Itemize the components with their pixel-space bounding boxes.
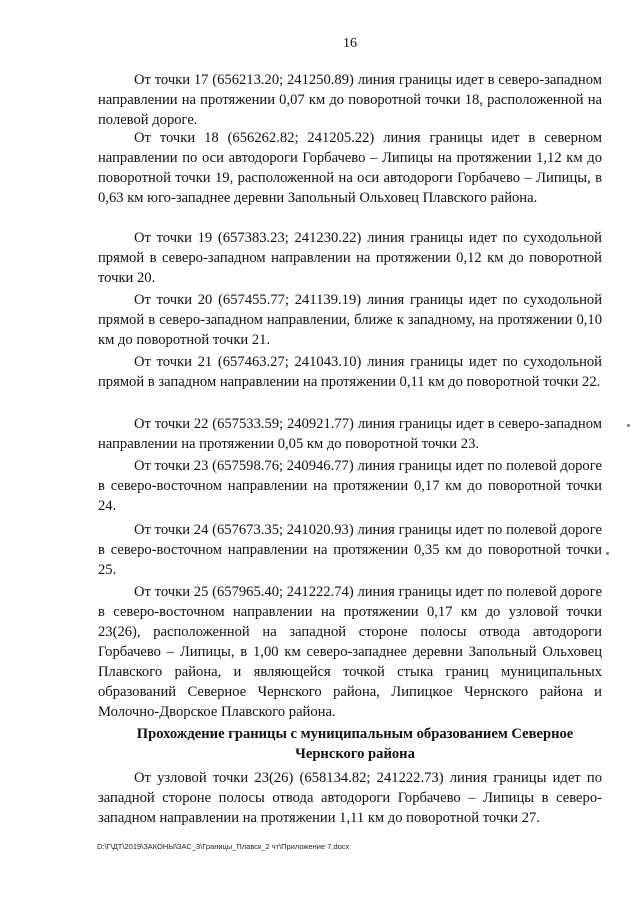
scan-artifact (627, 424, 630, 427)
paragraph-point-18: От точки 18 (656262.82; 241205.22) линия границы идет в северном направлении по оси автодороги Горбачево – Липицы на протяжении 1,12 км до поворотной точки 19, расположенной на оси автодороги Горбачево – Липицы, в 0,63 км юго-западнее деревни Запольный Ольховец Плавского района. (98, 130, 602, 206)
paragraph-point-17: От точки 17 (656213.20; 241250.89) линия границы идет в северо-западном направлении на протяжении 0,07 км до поворотной точки 18, расположенной на полевой дороге. (98, 72, 602, 128)
page-number: 16 (343, 36, 357, 51)
paragraph-point-22: От точки 22 (657533.59; 240921.77) линия границы идет в северо-западном направлении на протяжении 0,05 км до поворотной точки 23. (98, 416, 602, 452)
section-heading: Прохождение границы с муниципальным образованием Северное Чернского района (136, 726, 574, 762)
paragraph-node-23-26: От узловой точки 23(26) (658134.82; 241222.73) линия границы идет по западной стороне полосы отвода автодороги Горбачево – Липицы в северо-западном направлении на протяжении 1,11 км до поворотной точки 27. (98, 770, 602, 826)
paragraph-point-21: От точки 21 (657463.27; 241043.10) линия границы идет по суходольной прямой в западном направлении на протяжении 0,11 км до поворотной точки 22. (98, 354, 602, 390)
paragraph-point-25: От точки 25 (657965.40; 241222.74) линия границы идет по полевой дороге в северо-восточном направлении на протяжении 0,17 км до узловой точки 23(26), расположенной на западной стороне полосы отвода автодороги Горбачево – Липицы, в 1,00 км северо-западнее деревни Запольный Ольховец Плавского района, и являющейся точкой стыка границ муниципальных образований Северное Чернского района, Липицкое Чернского района и Молочно-Дворское Плавского района. (98, 584, 602, 720)
footer-file-path: D:\Г\ДТ\2019\ЗАКОНЫ\ЗАС_3\Границы_Плавск_2 чт\Приложение 7.docx (97, 842, 350, 851)
paragraph-point-20: От точки 20 (657455.77; 241139.19) линия границы идет по суходольной прямой в северо-западном направлении, ближе к западному, на протяжении 0,10 км до поворотной точки 21. (98, 292, 602, 348)
scan-artifact (606, 552, 609, 555)
paragraph-point-23: От точки 23 (657598.76; 240946.77) линия границы идет по полевой дороге в северо-восточном направлении на протяжении 0,17 км до поворотной точки 24. (98, 458, 602, 514)
paragraph-point-24: От точки 24 (657673.35; 241020.93) линия границы идет по полевой дороге в северо-восточном направлении на протяжении 0,35 км до поворотной точки 25. (98, 522, 602, 578)
paragraph-point-19: От точки 19 (657383.23; 241230.22) линия границы идет по суходольной прямой в северо-западном направлении на протяжении 0,12 км до поворотной точки 20. (98, 230, 602, 286)
